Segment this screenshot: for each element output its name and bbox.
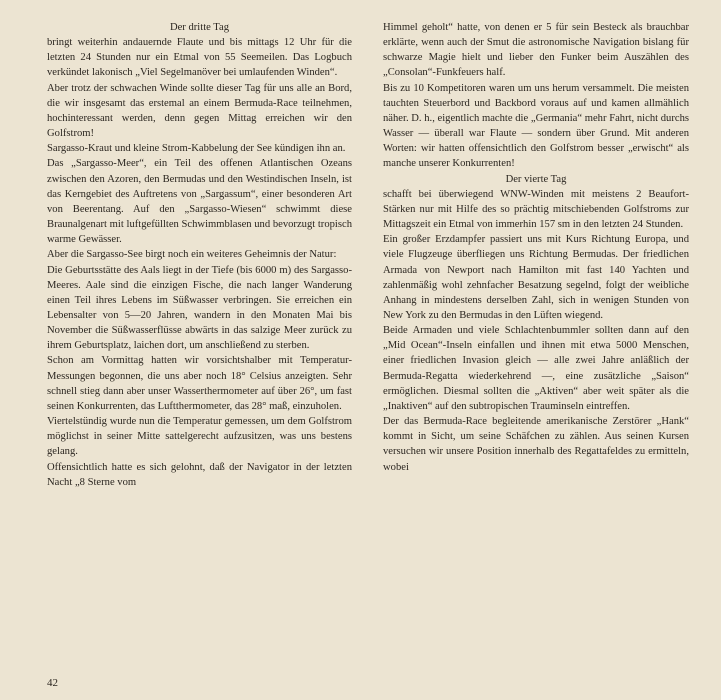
paragraph: Schon am Vormittag hatten wir vorsichtshalber mit Temperatur-Messungen begonnen, die uns aber noch 18° Celsius anzeigten. Sehr schnell stieg dann aber unser Wasserthermometer auf über 26°, um fast seinen Konkurrenten, das Luftthermometer, das 28° maß, einzuholen. (47, 355, 352, 412)
paragraph: bringt weiterhin andauernde Flaute und bis mittags 12 Uhr für die letzten 24 Stunden nur ein Etmal von 55 Seemeilen. Das Logbuch verkündet lakonisch „Viel Segelmanöver bei umlaufenden Winden“. (47, 37, 352, 79)
paragraph: Aber die Sargasso-See birgt noch ein weiteres Geheimnis der Natur: (47, 249, 337, 261)
paragraph: Himmel geholt“ hatte, von denen er 5 für sein Besteck als brauchbar erklärte, wenn auch der Smut die astronomische Navigation bislang für schwarze Magie hielt und lieber den Funker beim Auszählen des „Consolan“-Funkfeuers half. (383, 22, 689, 79)
paragraph: Ein großer Erzdampfer passiert uns mit Kurs Richtung Europa, und viele Flugzeuge überfliegen uns Richtung Bermudas. Der friedlichen Armada von Newport nach Hamilton mit fast 140 Yachten und zahlenmäßig wohl zehnfacher Besatzung segelnd, folgt der weibliche Anhang in mindestens derselben Zahl, sich in wenigen Stunden von New York zu den Bermudas in den Lüften wiegend. (383, 234, 689, 321)
paragraph: Bis zu 10 Kompetitoren waren um uns herum versammelt. Die meisten tauchten Steuerbord und Backbord voraus auf und kamen allmählich näher. D. h., eigentlich machte die „Germania“ mehr Fahrt, nicht durchs Wasser — überall war Flaute — sondern über Grund. Mit anderen Worten: wir hatten offensichtlich den Golfstrom besser „erwischt“ als manche unserer Konkurrenten! (383, 82, 689, 170)
paragraph: Das „Sargasso-Meer“, ein Teil des offenen Atlantischen Ozeans zwischen den Azoren, den Bermudas und den Westindischen Inseln, ist das Kerngebiet des Auftretens von „Sargassum“, einer besonderen Art von Beerentang. Auf den „Sargasso-Wiesen“ schwimmt diese Braunalgenart mit luftgefüllten Schwimmblasen und bevorzugt tropisch warme Gewässer. (47, 158, 352, 246)
paragraph: Der das Bermuda-Race begleitende amerikanische Zerstörer „Hank“ kommt in Sicht, um seine Schäfchen zu zählen. Aus seinen Kursen versuchen wir unsere Position innerhalb des Regattafeldes zu ermitteln, wobei (383, 416, 689, 473)
paragraph: schafft bei überwiegend WNW-Winden mit meistens 2 Beaufort-Stärken nur mit Hilfe des so prächtig mitschiebenden Golfstroms zur Mittagszeit ein Etmal von immerhin 157 sm in den letzten 24 Stunden. (383, 188, 689, 231)
paragraph: Die Geburtsstätte des Aals liegt in der Tiefe (bis 6000 m) des Sargasso-Meeres. Aale sind die einzigen Fische, die nach langer Wanderung einen Teil ihres Lebens im Süßwasser verbringen. Sie erreichen ein Lebensalter von 5—20 Jahren, wandern in den Monaten Mai bis November die Süßwasserflüsse abwärts in das salzige Meer zurück zu ihrem Geburtsplatz, laichen dort, um anschließend zu sterben. (47, 264, 352, 352)
paragraph: Sargasso-Kraut und kleine Strom-Kabbelung der See kündigen ihn an. (47, 143, 346, 155)
paragraph: Aber trotz der schwachen Winde sollte dieser Tag für uns alle an Bord, die wir insgesamt das erstemal an einem Bermuda-Race teilnehmen, hochinteressant werden, denn gegen Mittag erreichen wir den Golfstrom! (47, 82, 352, 140)
left-column (47, 20, 352, 490)
paragraph: Viertelstündig wurde nun die Temperatur gemessen, um dem Golfstrom möglichst in seiner Mitte sattelgerecht aufzusitzen, was uns bestens gelang. (47, 416, 352, 458)
paragraph: Beide Armaden und viele Schlachtenbummler sollten dann auf den „Mid Ocean“-Inseln einfallen und ihnen mit etwa 5000 Menschen, einer friedlichen Invasion gleich — alle zwei Jahre anläßlich der Bermuda-Regatta wiederkehrend —, eine zusätzliche „Saison“ ermöglichen. Diesmal sollten die „Aktiven“ aber weit später als die „Inaktiven“ auf den subtropischen Trauminseln eintreffen. (383, 325, 689, 412)
right-column (383, 20, 689, 475)
page-number: 42 (47, 677, 58, 689)
paragraph: Offensichtlich hatte es sich gelohnt, daß der Navigator in der letzten Nacht „8 Sterne vom (47, 461, 352, 488)
section-heading-day-4: Der vierte Tag (505, 173, 567, 185)
section-heading-day-3: Der dritte Tag (169, 22, 230, 33)
